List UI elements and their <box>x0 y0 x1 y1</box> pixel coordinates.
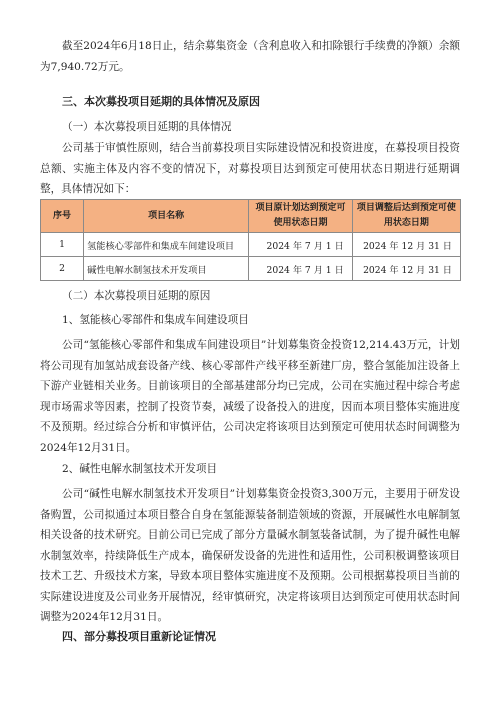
section-3-heading: 三、本次募投项目延期的具体情况及原因 <box>62 95 260 108</box>
row-project-name: 碱性电解水制氢技术开发项目 <box>84 257 249 281</box>
table-row <box>41 257 461 281</box>
row-original-date: 2024 年 7 月 1 日 <box>249 233 353 257</box>
item-1-heading: 1、氢能核心零部件和集成车间建设项目 <box>62 314 249 326</box>
header-original-date: 项目原计划达到预定可使用状态日期 <box>249 200 353 233</box>
item-2-heading: 2、碱性电解水制氢技术开发项目 <box>62 463 218 475</box>
row-adjusted-date: 2024 年 12 月 31 日 <box>352 233 460 257</box>
header-adjusted-date: 项目调整后达到预定可使用状态日期 <box>352 200 460 233</box>
item-1-text: 公司“氢能核心零部件和集成车间建设项目”计划募集资金投资12,214.43万元，计划将公司现有加氢站成套设备产线、核心零部件产线平移至新建厂房，整合氢能加注设备上下游产业链相关业务。目前该项目的全部基建部分均已完成，公司在实施过程中综合考虑现市场需求等因素，控制了投资节奏，减缓了设备投入的进度，因而本项目整体实施进度不及预期。经过综合分析和审慎评估，公司决定将该项目达到预定可使用状态时间调整为2024年12月31日。 <box>40 339 460 454</box>
row-project-name: 氢能核心零部件和集成车间建设项目 <box>84 233 249 257</box>
item-2-text: 公司“碱性电解水制氢技术开发项目”计划募集资金投资3,300万元，主要用于研发设备购置，公司拟通过本项目整合自身在氢能源装备制造领域的资源，开展碱性水电解制氢相关设备的技术研究。目前公司已完成了部分方量碱水制氢装备试制，为了提升碱性电解水制氢效率，持续降低生产成本，确保研发设备的先进性和适用性，公司积极调整该项目技术工艺、升级技术方案，导致本项目整体实施进度不及预期。公司根据募投项目当前的实际建设进度及公司业务开展情况，经审慎研究，决定将该项目达到预定可使用状态时间调整为2024年12月31日。 <box>40 488 460 623</box>
subsection-1-text: 公司基于审慎性原则，结合当前募投项目实际建设情况和投资进度，在募投项目投资总额、实施主体及内容不变的情况下，对募投项目达到预定可使用状态日期进行延期调整，具体情况如下： <box>40 142 460 195</box>
section-4-heading: 四、部分募投项目重新论证情况 <box>62 630 216 643</box>
subsection-2-heading: （二）本次募投项目延期的原因 <box>62 290 211 302</box>
row-adjusted-date: 2024 年 12 月 31 日 <box>352 257 460 281</box>
subsection-1-heading: （一）本次募投项目延期的具体情况 <box>62 121 232 133</box>
row-index: 2 <box>41 257 84 281</box>
intro-paragraph: 截至2024年6月18日止，结余募集资金（含利息收入和扣除银行手续费的净额）余额为7,940.72万元。 <box>40 40 460 73</box>
extension-table <box>40 199 461 281</box>
row-index: 1 <box>41 233 84 257</box>
header-project-name: 项目名称 <box>84 200 249 233</box>
table-header-row <box>41 200 461 233</box>
header-index: 序号 <box>41 200 84 233</box>
table-row <box>41 233 461 257</box>
row-original-date: 2024 年 7 月 1 日 <box>249 257 353 281</box>
